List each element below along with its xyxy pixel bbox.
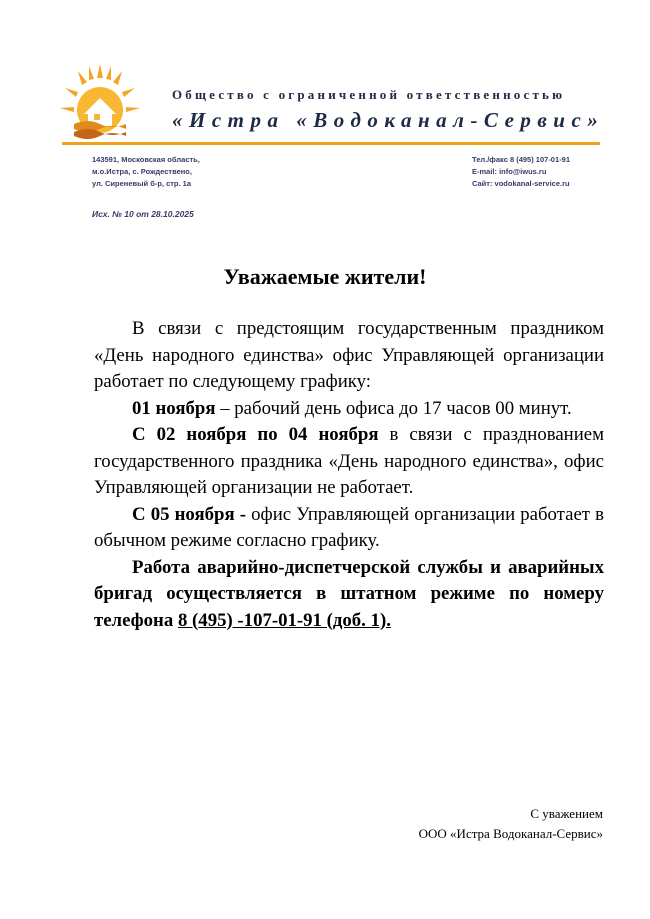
- address-line: ул. Сиреневый б-р, стр. 1а: [92, 179, 192, 188]
- date-nov2-4: С 02 ноября по 04 ноября: [132, 424, 379, 445]
- outgoing-reference: Исх. № 10 от 28.10.2025: [92, 209, 194, 219]
- website[interactable]: Сайт: vodokanal-service.ru: [472, 179, 570, 188]
- text: – рабочий день офиса до 17 часов 00 минут.: [215, 397, 572, 419]
- header-divider: [62, 142, 600, 145]
- company-address: [92, 154, 200, 190]
- org-type: Общество с ограниченной ответственностью: [172, 87, 566, 102]
- email[interactable]: E-mail: info@iwus.ru: [472, 167, 547, 176]
- date-nov5: С 05 ноября -: [132, 503, 247, 525]
- paragraph-nov2-4: [94, 422, 604, 502]
- closing-org: ООО «Истра Водоканал-Сервис»: [418, 826, 603, 841]
- notice-body: [94, 316, 604, 634]
- emergency-text: Работа аварийно-диспетчерской службы и аварийных бригад осуществляется в штатном режиме по номеру телефона: [94, 556, 604, 631]
- text: офис Управляющей организации работает в обычном режиме согласно графику.: [94, 503, 604, 551]
- phone-fax: Тел./факс 8 (495) 107-01-91: [472, 155, 570, 164]
- emergency-phone[interactable]: 8 (495) -107-01-91 (доб. 1).: [177, 609, 391, 631]
- address-line: 143591, Московская область,: [92, 155, 200, 164]
- paragraph-emergency: [94, 555, 604, 635]
- paragraph-nov5: [94, 502, 604, 555]
- text: в связи с празднованием государственного праздника «День народного единства», офис Управляющей организации не работает.: [94, 424, 605, 498]
- paragraph-nov1: [94, 396, 604, 423]
- page-title: Уважаемые жители!: [223, 264, 427, 289]
- company-logo: [60, 62, 140, 142]
- org-name: «Истра «Водоканал-Сервис»: [172, 108, 605, 132]
- signature-block: [419, 804, 603, 844]
- paragraph-intro: В связи с предстоящим государственным праздником «День народного единства» офис Управляющей организации работает по следующему графику:: [94, 318, 604, 392]
- company-contacts: [472, 154, 570, 190]
- closing-line: С уважением: [530, 806, 603, 821]
- address-line: м.о.Истра, с. Рождествено,: [92, 167, 192, 176]
- date-nov1: 01 ноября: [132, 397, 216, 419]
